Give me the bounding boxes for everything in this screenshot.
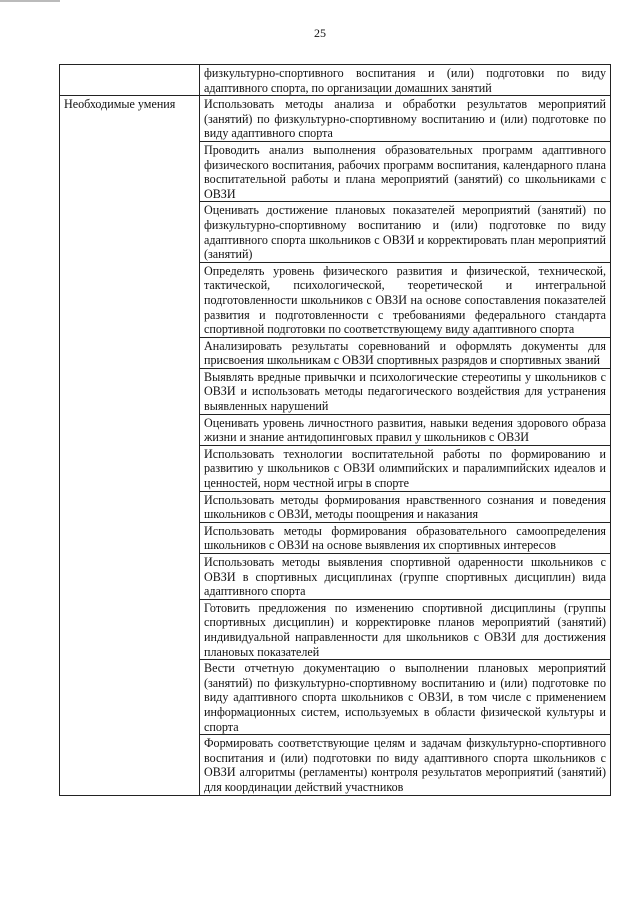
row-text-cell: Использовать методы выявления спортивной одаренности школьников с ОВЗИ в спортивных дисциплинах (группе спортивных дисциплин) вида адаптивного спорта [200,554,611,600]
row-text-cell: Готовить предложения по изменению спортивной дисциплины (группы спортивных дисциплин) и корректировке планов мероприятий (занятий) индивидуальной направленности для школьников с ОВЗИ для достижения плановых показателей [200,599,611,659]
row-text-cell: Проводить анализ выполнения образовательных программ адаптивного физического воспитания, рабочих программ воспитания, календарного плана воспитательной работы и плана мероприятий (занятий) со школьниками с ОВЗИ [200,141,611,201]
row-text-cell: Использовать методы формирования образовательного самоопределения школьников с ОВЗИ на основе выявления их спортивных интересов [200,522,611,553]
row-text-cell: Оценивать уровень личностного развития, навыки ведения здорового образа жизни и знание антидопинговых правил у школьников с ОВЗИ [200,414,611,445]
row-text-cell: Использовать методы формирования нравственного сознания и поведения школьников с ОВЗИ, методы поощрения и наказания [200,491,611,522]
page-number: 25 [314,26,326,40]
row-text-cell: физкультурно-спортивного воспитания и (или) подготовки по виду адаптивного спорта, по организации домашних занятий [200,65,611,96]
row-text-cell: Формировать соответствующие целям и задачам физкультурно-спортивного воспитания и (или) подготовки по виду адаптивного спорта школьников с ОВЗИ алгоритмы (регламенты) контроля результатов мероприятий (занятий) для координации действий участников [200,735,611,795]
row-text-cell: Использовать методы анализа и обработки результатов мероприятий (занятий) по физкультурно-спортивному воспитанию и (или) подготовке по виду адаптивного спорта [200,96,611,142]
required-skills-label: Необходимые умения [60,96,200,795]
row-text-cell: Использовать технологии воспитательной работы по формированию и развитию у школьников с ОВЗИ олимпийских и паралимпийских идеалов и ценностей, норм честной игры в спорте [200,445,611,491]
table-row [60,96,611,142]
row-label-cell [60,65,200,96]
skills-table [59,64,611,796]
row-text-cell: Оценивать достижение плановых показателей мероприятий (занятий) по физкультурно-спортивному воспитанию и (или) подготовке по виду адаптивного спорта школьников с ОВЗИ и корректировать план мероприятий (занятий) [200,202,611,262]
table-row [60,65,611,96]
row-text-cell: Вести отчетную документацию о выполнении плановых мероприятий (занятий) по физкультурно-спортивному воспитанию и (или) подготовке по виду адаптивного спорта школьников с ОВЗИ, в том числе с применением информационных систем, используемых в области физической культуры и спорта [200,660,611,735]
row-text-cell: Выявлять вредные привычки и психологические стереотипы у школьников с ОВЗИ и использовать методы педагогического воздействия для устранения выявленных нарушений [200,368,611,414]
row-text-cell: Анализировать результаты соревнований и оформлять документы для присвоения школьникам с ОВЗИ спортивных разрядов и спортивных званий [200,337,611,368]
scan-edge-mark [0,0,60,2]
row-text-cell: Определять уровень физического развития и физической, технической, тактической, психологической, теоретической и интегральной подготовленности школьников с ОВЗИ на основе сопоставления показателей развития и подготовленности с требованиями федерального стандарта спортивной подготовки по соответствующему виду адаптивного спорта [200,262,611,337]
